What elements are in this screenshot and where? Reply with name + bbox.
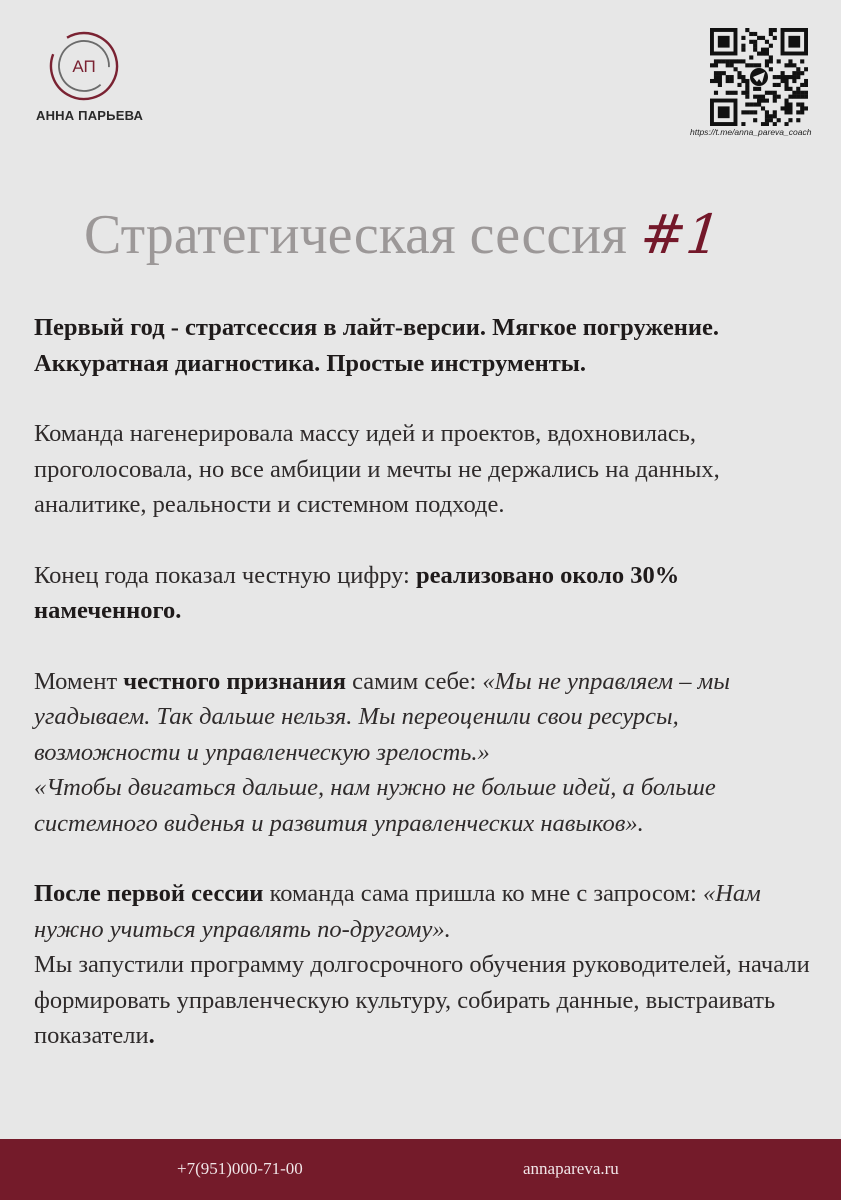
- admission-highlight: честного признания: [123, 667, 346, 695]
- qr-url: https://t.me/anna_pareva_coach: [690, 127, 812, 137]
- paragraph-admission: [34, 664, 824, 842]
- logo-emblem-icon: [48, 30, 120, 102]
- after-session-highlight: После первой сессии: [34, 880, 264, 907]
- footer-phone[interactable]: +7(951)000-71-00: [177, 1159, 303, 1178]
- admission-mid: самим себе:: [346, 667, 483, 695]
- footer-website-link[interactable]: annapareva.ru: [523, 1159, 619, 1178]
- admission-lead: Момент: [34, 667, 124, 695]
- page-title: [84, 203, 724, 273]
- after-session-lead: команда сама пришла ко мне с запросом:: [263, 880, 703, 907]
- title-text: Стратегическая сессия: [84, 204, 627, 266]
- paragraph-after-session: [34, 876, 824, 1054]
- title-number: #1: [637, 203, 724, 266]
- footer-bar: [0, 1139, 841, 1200]
- after-session-rest: Мы запустили программу долгосрочного обучения руководителей, начали формировать управленческую культуру, собирать данные, выстраивать показатели: [34, 951, 810, 1049]
- intro-paragraph: Первый год - стратсессия в лайт-версии. Мягкое погружение. Аккуратная диагностика. Простые инструменты.: [34, 314, 719, 377]
- after-session-quote: «Нам нужно учиться управлять по-другому».: [34, 880, 761, 943]
- admission-quote-1: «Мы не управляем – мы угадываем. Так дальше нельзя. Мы переоценили свои ресурсы, возможности и управленческую зрелость.»: [34, 667, 730, 766]
- brand-logo: [36, 30, 144, 123]
- paragraph-result: [34, 558, 824, 629]
- main-content: [34, 310, 824, 1054]
- qr-code-icon: [710, 28, 808, 126]
- after-session-end: .: [148, 1022, 155, 1049]
- brand-name: АННА ПАРЬЕВА: [36, 108, 144, 123]
- telegram-qr-code[interactable]: [710, 28, 808, 130]
- paragraph-ideas: Команда нагенерировала массу идей и проектов, вдохновилась, проголосовала, но все амбиции и мечты не держались на данных, аналитике, реальности и системном подходе.: [34, 420, 720, 518]
- logo-monogram: АП: [72, 57, 96, 76]
- result-lead: Конец года показал честную цифру:: [34, 561, 416, 589]
- result-highlight: реализовано около 30% намеченного.: [34, 561, 680, 624]
- admission-quote-2: «Чтобы двигаться дальше, нам нужно не больше идей, а больше системного виденья и развития управленческих навыков».: [34, 774, 716, 837]
